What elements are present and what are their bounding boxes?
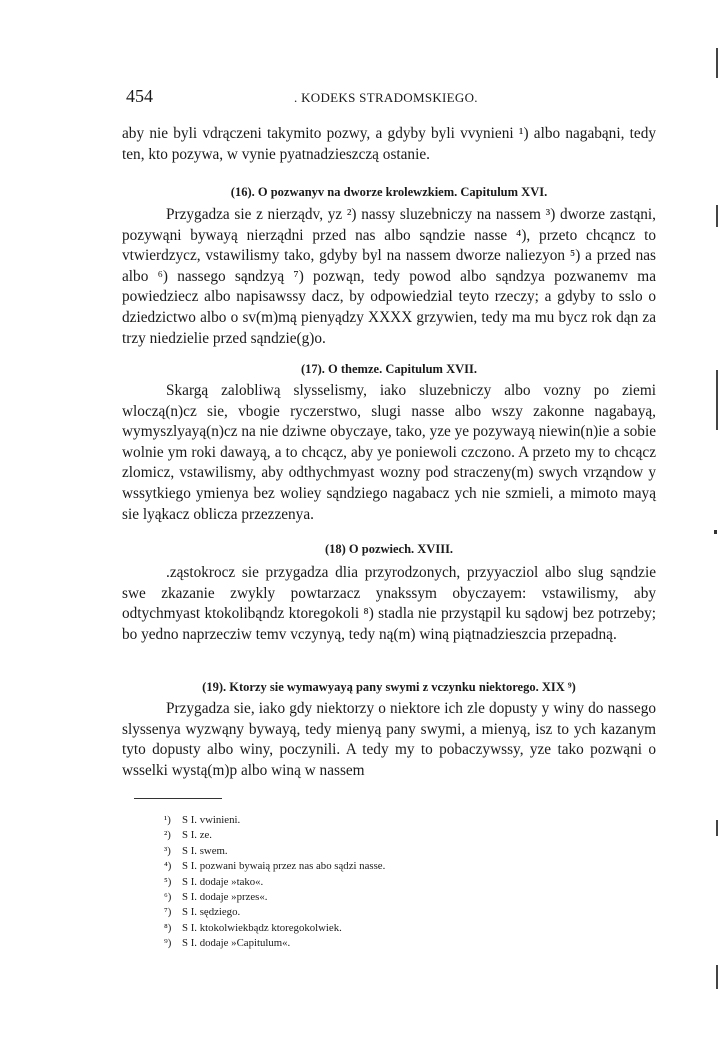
footnote-text: S I. dodaje »tako«. (182, 875, 264, 888)
scan-edge-mark (716, 48, 718, 78)
footnote-mark: ³) (164, 844, 171, 857)
footnote-mark: ⁶) (164, 891, 172, 904)
footnote-mark: ⁹) (164, 937, 172, 950)
page-number: 454 (126, 86, 153, 106)
page-header (126, 86, 656, 110)
footnote-text: S I. dodaje »przes«. (182, 891, 268, 904)
footnote-text: S I. ze. (182, 829, 212, 842)
section-paragraph-19: Przygadza sie, iako gdy niektorzy o niektore ich zle dopusty y winy do nassego slyssenya wyzwąny bywayą, tedy mienyą pany swymi, a mienyą, isz to ych kazanym tyto dopusty albo winy, poczynili. A tedy my to pobaczywssy, yze tako pozwąni o wsselki wystą(m)p albo winą w nassem (122, 700, 656, 779)
footnote-text: S I. vwinieni. (182, 814, 241, 826)
footnote-text: S I. sędziego. (182, 906, 241, 919)
section-paragraph-17: Skargą zalobliwą slysselismy, iako sluzebniczy albo vozny po ziemi wloczą(n)cz sie, vbogie ryczerstwo, slugi nasse albo wszy zakonne nagabayą, wymyszlyayą(n)cz na nie dziwne obyczaye, tako, yze ye pozywayą niewin(n)ie a sobie wolnie ym roki dawayą, a to chcącz, aby ye poniewoli czczono. A przeto my to chcącz zlomicz, vstawilismy, aby odthychmyast wozny pod straczeny(m) swych vrząndow y wssytkiego ymienya bez woliey sąndziego nagabacz ych nie szmieli, a mimoto mayą sie lyąkacz oblicza przezzenya. (122, 382, 656, 523)
footnote (164, 875, 604, 890)
footnote (164, 844, 604, 859)
footnote (164, 828, 604, 843)
footnote-mark: ²) (164, 829, 171, 842)
footnote (164, 905, 604, 920)
section-heading-19: (19). Ktorzy sie wymawyayą pany swymi z vczynku niektorego. XIX ⁹) (202, 680, 576, 694)
scan-edge-mark (716, 205, 718, 227)
scan-edge-mark (716, 820, 718, 836)
scan-edge-mark (716, 370, 718, 430)
section-text-19 (122, 699, 656, 781)
scan-edge-dot (714, 530, 717, 534)
footnote (164, 859, 604, 874)
section-heading-17: (17). O themze. Capitulum XVII. (300, 362, 478, 376)
section-text-18 (122, 563, 656, 645)
section-text-16 (122, 205, 656, 349)
footnote-mark: ¹) (164, 814, 171, 826)
footnote-text: S I. pozwani bywaią przez nas abo sądzi nasse. (182, 860, 386, 873)
section-paragraph-16: Przygadza sie z nierządv, yz ²) nassy sluzebniczy na nassem ³) dworze zastąni, pozywąni bywayą nierządni przed nas albo sąndzie nasse ⁴), przeto chcąncz to vtwierdzycz, vstawilismy tako, gdyby byl na nassem dworze naliezyon ⁵) a przed nas albo ⁶) nassego sąndzyą ⁷) pozwąn, tedy powod albo sąndzya pozwanemv ma powiedziecz albo napisawssy dacz, by odpowiedzial teyto rzeczy; a gdyby to sslo o dziedzictwo albo o sv(m)mą pienyądzy XXXX grzywien, tedy ma mu bycz rok dąn za trzy niedzielie przed sąndzie(g)o. (122, 206, 656, 347)
footnote (164, 813, 604, 828)
section-heading-16: (16). O pozwanyv na dworze krolewzkiem. Capitulum XVI. (230, 185, 548, 199)
footnote-mark: ⁵) (164, 875, 172, 888)
footnote-text: S I. swem. (182, 844, 228, 857)
running-head: . KODEKS STRADOMSKIEGO. (294, 90, 478, 105)
intro-text (122, 124, 656, 165)
footnote-mark: ⁴) (164, 860, 172, 873)
footnote-text: S I. ktokolwiekbądz ktoregokolwiek. (182, 921, 342, 934)
section-heading-18: (18) O pozwiech. XVIII. (324, 542, 454, 556)
footnote (164, 936, 604, 951)
footnote-text: S I. dodaje »Capitulum«. (182, 937, 291, 950)
footnote (164, 921, 604, 936)
intro-paragraph: aby nie byli vdrączeni takymito pozwy, a gdyby byli vvynieni ¹) albo nagabąni, tedy ten, kto pozywa, w vynie pyatnadzieszczą ostanie. (122, 125, 656, 163)
footnote (164, 890, 604, 905)
section-text-17 (122, 381, 656, 525)
section-paragraph-18: .ząstokrocz sie przygadza dlia przyrodzonych, przyyacziol albo slug sąndzie swe zkazanie zwykly powtarzacz ynakssym obyczayem: vstawilismy, aby odtychmyast ktokolibąndz ktoregokoli ⁸) stadla nie przystąpil ku sądowj bez potrzeby; bo yedno naprzecziw temv vczynyą, tedy ną(m) winą piątnadzieszcia przepadną. (122, 564, 656, 643)
footnote-mark: ⁷) (164, 906, 172, 919)
footnote-rule (134, 798, 222, 799)
scan-edge-mark (716, 965, 718, 989)
footnotes (164, 813, 604, 952)
footnote-mark: ⁸) (164, 921, 172, 934)
